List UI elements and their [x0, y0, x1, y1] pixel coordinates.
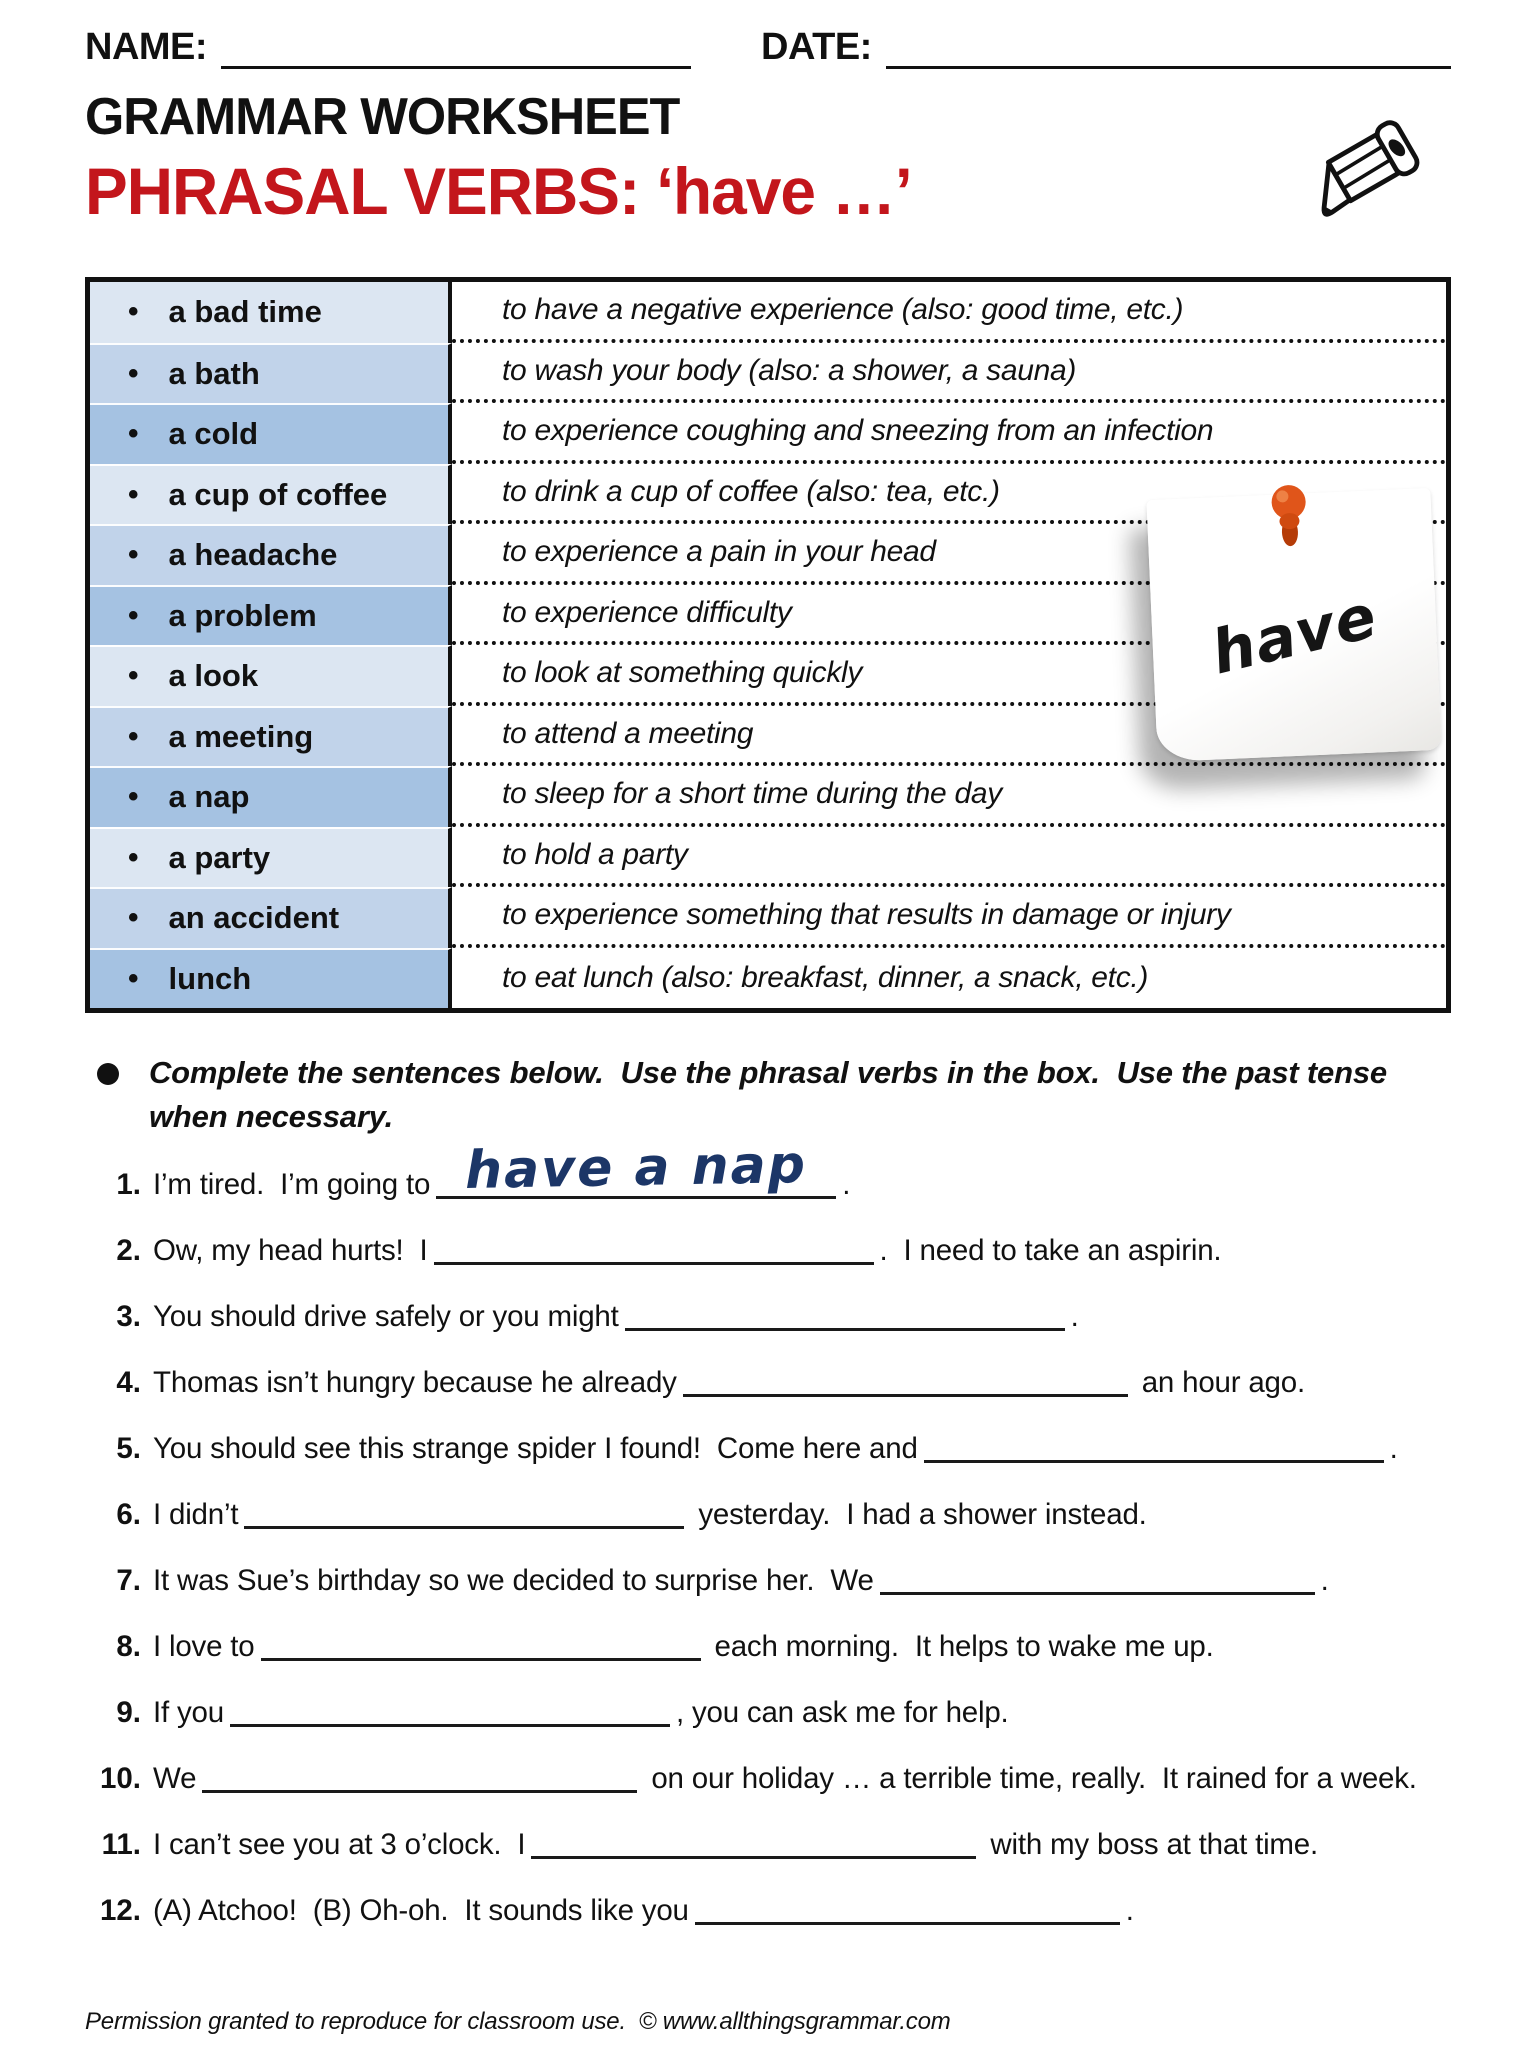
- bullet-icon: •: [128, 719, 139, 753]
- answer-blank[interactable]: [924, 1435, 1384, 1463]
- date-label: DATE:: [761, 26, 872, 68]
- question-post-text: , you can ask me for help.: [675, 1696, 1009, 1730]
- questions-list: [85, 1135, 1451, 1931]
- question-number: 3.: [116, 1300, 141, 1334]
- vocab-term: [90, 585, 452, 646]
- question-number: 2.: [116, 1234, 141, 1268]
- bullet-icon: •: [128, 538, 139, 572]
- question-text: [153, 1231, 1451, 1271]
- vocab-definition: to sleep for a short time during the day: [452, 766, 1446, 827]
- bullet-icon: •: [128, 477, 139, 511]
- vocab-definition: to drink a cup of coffee (also: tea, etc.): [452, 464, 1446, 525]
- vocab-term-label: a bath: [168, 355, 260, 391]
- question-pre-text: Ow, my head hurts! I: [153, 1234, 428, 1268]
- name-label: NAME:: [85, 26, 208, 68]
- sticky-note-label: have: [1205, 581, 1384, 689]
- question-row: [85, 1429, 1451, 1469]
- question-number: 9.: [116, 1696, 141, 1730]
- question-number: 6.: [116, 1498, 141, 1532]
- answer-blank[interactable]: [695, 1897, 1120, 1925]
- answer-blank[interactable]: [230, 1699, 670, 1727]
- question-row: [85, 1759, 1451, 1799]
- vocab-term: [90, 887, 452, 948]
- vocab-definition: to have a negative experience (also: good time, etc.): [452, 282, 1446, 343]
- name-date-row: [85, 26, 1451, 69]
- question-pre-text: I love to: [153, 1630, 255, 1664]
- question-number: 10.: [99, 1762, 141, 1796]
- sticky-note: [1146, 488, 1441, 762]
- vocab-term-label: a cold: [168, 416, 259, 452]
- vocab-term-label: lunch: [168, 960, 252, 996]
- answer-blank[interactable]: [436, 1135, 836, 1202]
- question-number: 7.: [116, 1564, 141, 1598]
- question-number: 12.: [99, 1894, 141, 1928]
- question-number: 1.: [116, 1168, 141, 1202]
- question-text: [153, 1759, 1451, 1799]
- name-blank-field[interactable]: [221, 32, 691, 69]
- vocab-definition: to eat lunch (also: breakfast, dinner, a snack, etc.): [502, 960, 1149, 994]
- vocab-definition: to experience coughing and sneezing from an infection: [452, 403, 1446, 464]
- bullet-icon: •: [128, 961, 139, 995]
- question-post-text: .: [1070, 1300, 1079, 1334]
- vocab-term: [90, 464, 452, 525]
- question-text: [153, 1495, 1451, 1535]
- answer-blank[interactable]: [244, 1501, 684, 1529]
- vocab-term: [90, 706, 452, 767]
- question-pre-text: Thomas isn’t hungry because he already: [153, 1366, 677, 1400]
- question-text: [153, 1135, 1451, 1205]
- handwritten-answer: have a nap: [464, 1135, 808, 1202]
- question-row: [85, 1363, 1451, 1403]
- answer-blank[interactable]: [202, 1765, 637, 1793]
- vocab-definition: to experience a pain in your head: [452, 524, 1446, 585]
- bullet-icon: •: [128, 295, 139, 329]
- vocab-term-label: a bad time: [168, 294, 322, 330]
- question-post-text: .: [842, 1168, 851, 1202]
- question-row: [85, 1297, 1451, 1337]
- bullet-icon: •: [128, 417, 139, 451]
- question-number: 5.: [116, 1432, 141, 1466]
- question-text: [153, 1891, 1451, 1931]
- answer-blank[interactable]: [261, 1633, 701, 1661]
- vocab-term-label: a look: [168, 658, 259, 694]
- bullet-icon: •: [128, 901, 139, 935]
- question-post-text: .: [1125, 1894, 1134, 1928]
- question-number: 8.: [116, 1630, 141, 1664]
- question-post-text: yesterday. I had a shower instead.: [690, 1498, 1147, 1532]
- question-pre-text: We: [153, 1762, 197, 1796]
- question-post-text: each morning. It helps to wake me up.: [706, 1630, 1214, 1664]
- question-post-text: on our holiday … a terrible time, really. It rained for a week.: [643, 1762, 1417, 1796]
- answer-blank[interactable]: [625, 1303, 1065, 1331]
- vocab-definition: to attend a meeting: [452, 706, 1446, 767]
- bullet-icon: •: [128, 598, 139, 632]
- vocab-definition: to look at something quickly: [452, 645, 1446, 706]
- vocab-term: [90, 948, 452, 1009]
- question-pre-text: (A) Atchoo! (B) Oh-oh. It sounds like you: [153, 1894, 689, 1928]
- bullet-icon: •: [128, 840, 139, 874]
- vocab-term-label: a meeting: [168, 718, 314, 754]
- question-pre-text: It was Sue’s birthday so we decided to surprise her. We: [153, 1564, 874, 1598]
- vocab-term: [90, 282, 452, 343]
- question-row: [85, 1561, 1451, 1601]
- question-post-text: an hour ago.: [1133, 1366, 1305, 1400]
- question-row: [85, 1891, 1451, 1931]
- question-number: 11.: [101, 1828, 141, 1862]
- vocab-term-label: a problem: [168, 597, 317, 633]
- question-text: [153, 1429, 1451, 1469]
- question-pre-text: I didn’t: [153, 1498, 239, 1532]
- question-pre-text: You should see this strange spider I found! Come here and: [153, 1432, 918, 1466]
- vocab-definition: to hold a party: [452, 827, 1446, 888]
- worksheet-kicker-title: GRAMMAR WORKSHEET: [85, 88, 680, 146]
- answer-blank[interactable]: [531, 1831, 976, 1859]
- question-row: [85, 1495, 1451, 1535]
- vocab-definition: to experience difficulty: [452, 585, 1446, 646]
- vocab-term: [90, 343, 452, 404]
- bullet-icon: •: [128, 356, 139, 390]
- question-number: 4.: [116, 1366, 141, 1400]
- question-text: [153, 1561, 1451, 1601]
- question-row: [85, 1825, 1451, 1865]
- vocab-term: [90, 827, 452, 888]
- question-text: [153, 1297, 1451, 1337]
- question-post-text: .: [1320, 1564, 1329, 1598]
- question-pre-text: If you: [153, 1696, 224, 1730]
- question-pre-text: I can’t see you at 3 o’clock. I: [153, 1828, 526, 1862]
- answer-blank[interactable]: [434, 1237, 874, 1265]
- question-row: [85, 1693, 1451, 1733]
- question-post-text: with my boss at that time.: [982, 1828, 1318, 1862]
- pencil-icon: [1294, 108, 1444, 228]
- vocab-term-label: a headache: [168, 537, 338, 573]
- question-post-text: .: [1389, 1432, 1398, 1466]
- question-row: [85, 1135, 1451, 1205]
- question-pre-text: You should drive safely or you might: [153, 1300, 619, 1334]
- question-text: [153, 1627, 1451, 1667]
- question-text: [153, 1693, 1451, 1733]
- footer-copyright: Permission granted to reproduce for classroom use. © www.allthingsgrammar.com: [85, 2008, 951, 2035]
- vocab-term: [90, 766, 452, 827]
- question-pre-text: I’m tired. I’m going to: [153, 1168, 431, 1202]
- question-text: [153, 1825, 1451, 1865]
- vocab-term-label: a party: [168, 839, 271, 875]
- answer-blank[interactable]: [880, 1567, 1315, 1595]
- instruction-bullet-icon: [97, 1063, 119, 1085]
- question-post-text: . I need to take an aspirin.: [879, 1234, 1222, 1268]
- vocab-term: [90, 645, 452, 706]
- vocab-term-label: an accident: [168, 900, 340, 936]
- vocab-definition: to wash your body (also: a shower, a sauna): [452, 343, 1446, 404]
- question-row: [85, 1627, 1451, 1667]
- bullet-icon: •: [128, 780, 139, 814]
- page-title: PHRASAL VERBS: ‘have …’: [85, 154, 912, 228]
- pushpin-icon: [1262, 479, 1317, 553]
- date-blank-field[interactable]: [886, 32, 1451, 69]
- vocab-term: [90, 524, 452, 585]
- question-row: [85, 1231, 1451, 1271]
- vocab-term: [90, 403, 452, 464]
- instruction-block: [85, 1051, 1451, 1139]
- vocab-term-label: a cup of coffee: [168, 476, 388, 512]
- question-text: [153, 1363, 1451, 1403]
- bullet-icon: •: [128, 659, 139, 693]
- vocab-definition: to experience something that results in damage or injury: [452, 887, 1446, 948]
- answer-blank[interactable]: [683, 1369, 1128, 1397]
- instruction-text: Complete the sentences below. Use the phrasal verbs in the box. Use the past tense when necessary.: [149, 1055, 1396, 1135]
- vocab-term-label: a nap: [168, 779, 250, 815]
